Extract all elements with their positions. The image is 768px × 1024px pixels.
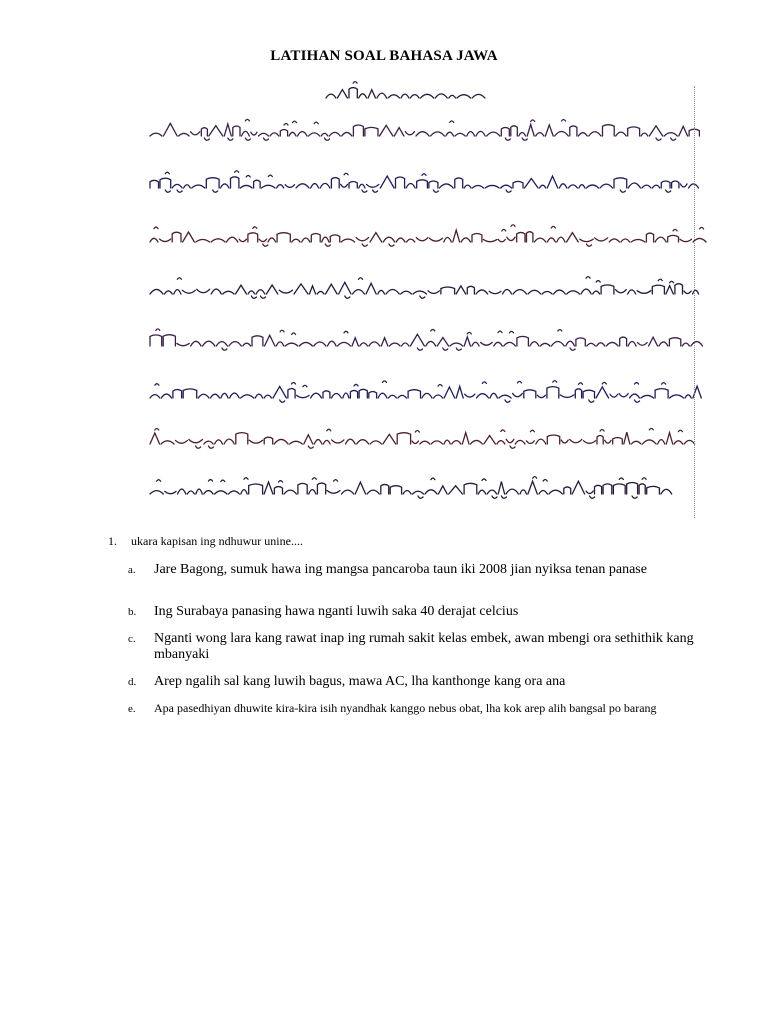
script-line [150,329,703,350]
javanese-script-passage [150,84,698,516]
option-letter: d. [128,676,137,688]
script-line [150,225,706,247]
script-line [150,119,699,140]
question-1 [108,534,303,549]
script-glyphs [150,225,706,247]
option-text: Apa pasedhiyan dhuwite kira-kira isih nyandhak kanggo nebus obat, lha kok arep alih bangsal po barang [154,701,657,715]
script-glyphs [326,82,485,98]
question-prompt: ukara kapisan ing ndhuwur unine.... [131,534,303,548]
script-glyphs [150,477,672,499]
option-letter: a. [128,564,136,576]
script-border [694,86,695,518]
script-line [150,477,672,499]
script-glyphs [150,171,699,193]
script-glyphs [150,277,699,299]
script-line [150,428,695,448]
script-glyphs [150,428,695,448]
option-text: Ing Surabaya panasing hawa nganti luwih saka 40 derajat celcius [154,604,519,619]
script-glyphs [150,381,701,403]
script-line [150,171,699,193]
option-text: Arep ngalih sal kang luwih bagus, mawa AC, lha kanthonge kang ora ana [154,674,566,689]
script-line [326,82,485,98]
page-title: LATIHAN SOAL BAHASA JAWA [270,48,498,64]
option-text: Jare Bagong, sumuk hawa ing mangsa pancaroba taun iki 2008 jian nyiksa tenan panase [154,562,647,577]
script-glyphs [150,329,703,350]
option-letter: b. [128,606,137,618]
option-letter: c. [128,633,136,645]
javanese-script-svg [150,84,698,516]
script-line [150,381,701,403]
script-glyphs [150,119,699,140]
option-letter: e. [128,703,136,715]
question-number: 1. [108,534,117,548]
script-line [150,277,699,299]
option-text: Nganti wong lara kang rawat inap ing rumah sakit kelas embek, awan mbengi ora sethithik kang mbanyaki [154,631,694,662]
